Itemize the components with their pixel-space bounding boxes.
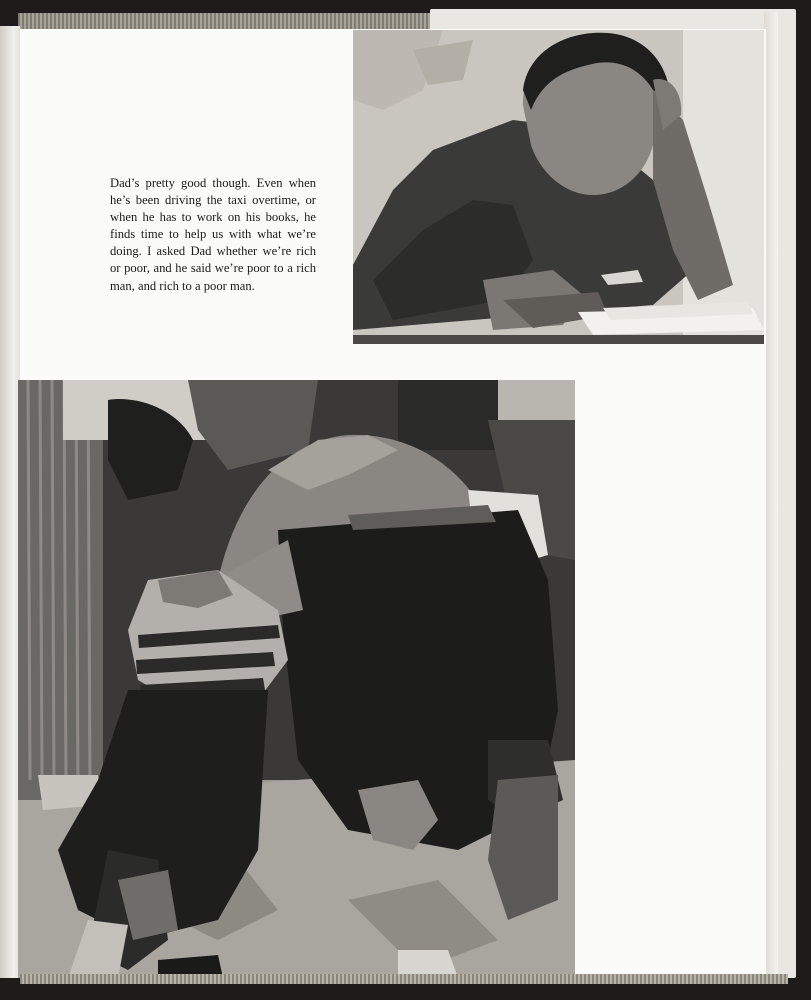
photo-father-and-child: [18, 380, 575, 978]
caption-text: Dad’s pretty good though. Even when he’s been driving the taxi overtime, or when he has to work on his books, he finds time to help us with what we’re doing. I asked Dad whether we’re rich or poor, and he said we’re poor to a rich man, and rich to a poor man.: [110, 176, 316, 293]
photo-man-reading-image: [353, 30, 764, 344]
book-spine-edge: [0, 26, 20, 978]
cloth-binding-bottom: [20, 974, 788, 984]
page-edge: [764, 12, 778, 980]
photo-father-and-child-image: [18, 380, 575, 978]
cloth-binding-top: [18, 13, 430, 29]
photo-man-reading: [353, 30, 764, 344]
